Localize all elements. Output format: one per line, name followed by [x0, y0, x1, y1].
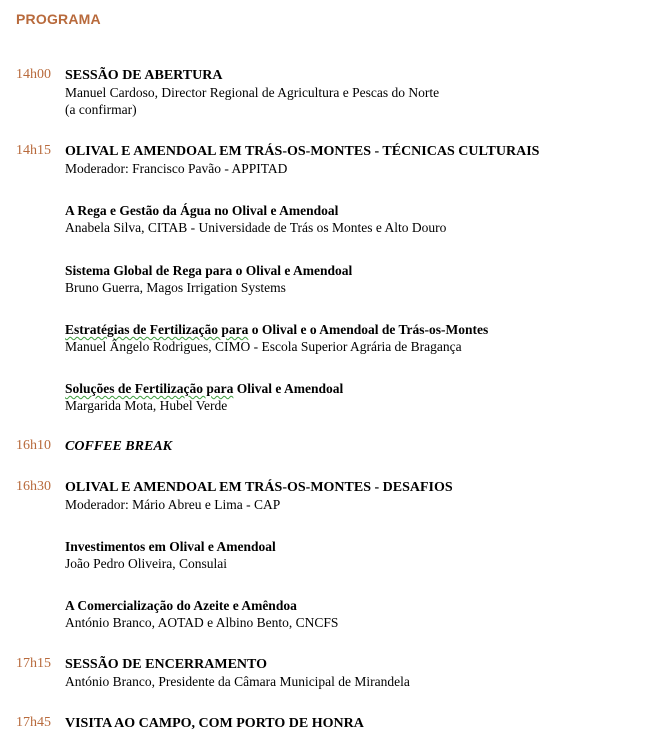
speaker-line: Manuel Cardoso, Director Regional de Agricultura e Pescas do Norte: [65, 85, 440, 100]
talk-speaker: Anabela Silva, CITAB - Universidade de Trás os Montes e Alto Douro: [65, 220, 447, 235]
session-title: SESSÃO DE ABERTURA: [65, 68, 223, 83]
talk-title-rest: o Olival e o Amendoal de Trás-os-Montes: [248, 322, 489, 337]
talk-speaker: João Pedro Oliveira, Consulai: [65, 556, 227, 571]
talk-title: Investimentos em Olival e Amendoal: [65, 539, 276, 554]
talk-speaker: Manuel Ângelo Rodrigues, CIMO - Escola Superior Agrária de Bragança: [65, 339, 462, 354]
talk-title: [65, 321, 645, 338]
talk-title: A Comercialização do Azeite e Amêndoa: [65, 598, 297, 613]
page-title: PROGRAMA: [16, 11, 101, 27]
talk-title-underlined: Soluções de Fertilização para: [65, 381, 234, 396]
session-time: 14h00: [16, 67, 51, 82]
talk-title: [65, 380, 645, 397]
session-time: 16h10: [16, 438, 51, 453]
talk-item: [65, 538, 645, 572]
talk-title: A Rega e Gestão da Água no Olival e Amendoal: [65, 203, 339, 218]
speaker-note: (a confirmar): [65, 102, 137, 117]
talk-title: Sistema Global de Rega para o Olival e Amendoal: [65, 263, 353, 278]
session-title: SESSÃO DE ENCERRAMENTO: [65, 657, 268, 672]
speaker-line: António Branco, Presidente da Câmara Municipal de Mirandela: [65, 674, 410, 689]
talk-title-underlined: Estratégias de Fertilização para: [65, 322, 249, 337]
talk-item: [65, 321, 645, 355]
moderator-line: Moderador: Francisco Pavão - APPITAD: [65, 161, 288, 176]
moderator-line: Moderador: Mário Abreu e Lima - CAP: [65, 497, 281, 512]
session-time: 14h15: [16, 143, 51, 158]
session-time: 17h15: [16, 656, 51, 671]
session-time: 16h30: [16, 479, 51, 494]
session-title: VISITA AO CAMPO, COM PORTO DE HONRA: [65, 716, 364, 731]
talk-item: [65, 262, 645, 296]
talk-item: [65, 597, 645, 631]
talk-speaker: António Branco, AOTAD e Albino Bento, CNCFS: [65, 615, 339, 630]
session-title: COFFEE BREAK: [65, 439, 172, 454]
session-title: OLIVAL E AMENDOAL EM TRÁS-OS-MONTES - DESAFIOS: [65, 480, 453, 495]
talk-speaker: Bruno Guerra, Magos Irrigation Systems: [65, 280, 286, 295]
talk-item: [65, 380, 645, 414]
talk-item: [65, 202, 645, 236]
session-time: 17h45: [16, 715, 51, 730]
talk-title-rest: Olival e Amendoal: [233, 381, 344, 396]
talk-speaker: Margarida Mota, Hubel Verde: [65, 398, 228, 413]
session-title: OLIVAL E AMENDOAL EM TRÁS-OS-MONTES - TÉCNICAS CULTURAIS: [65, 144, 540, 159]
